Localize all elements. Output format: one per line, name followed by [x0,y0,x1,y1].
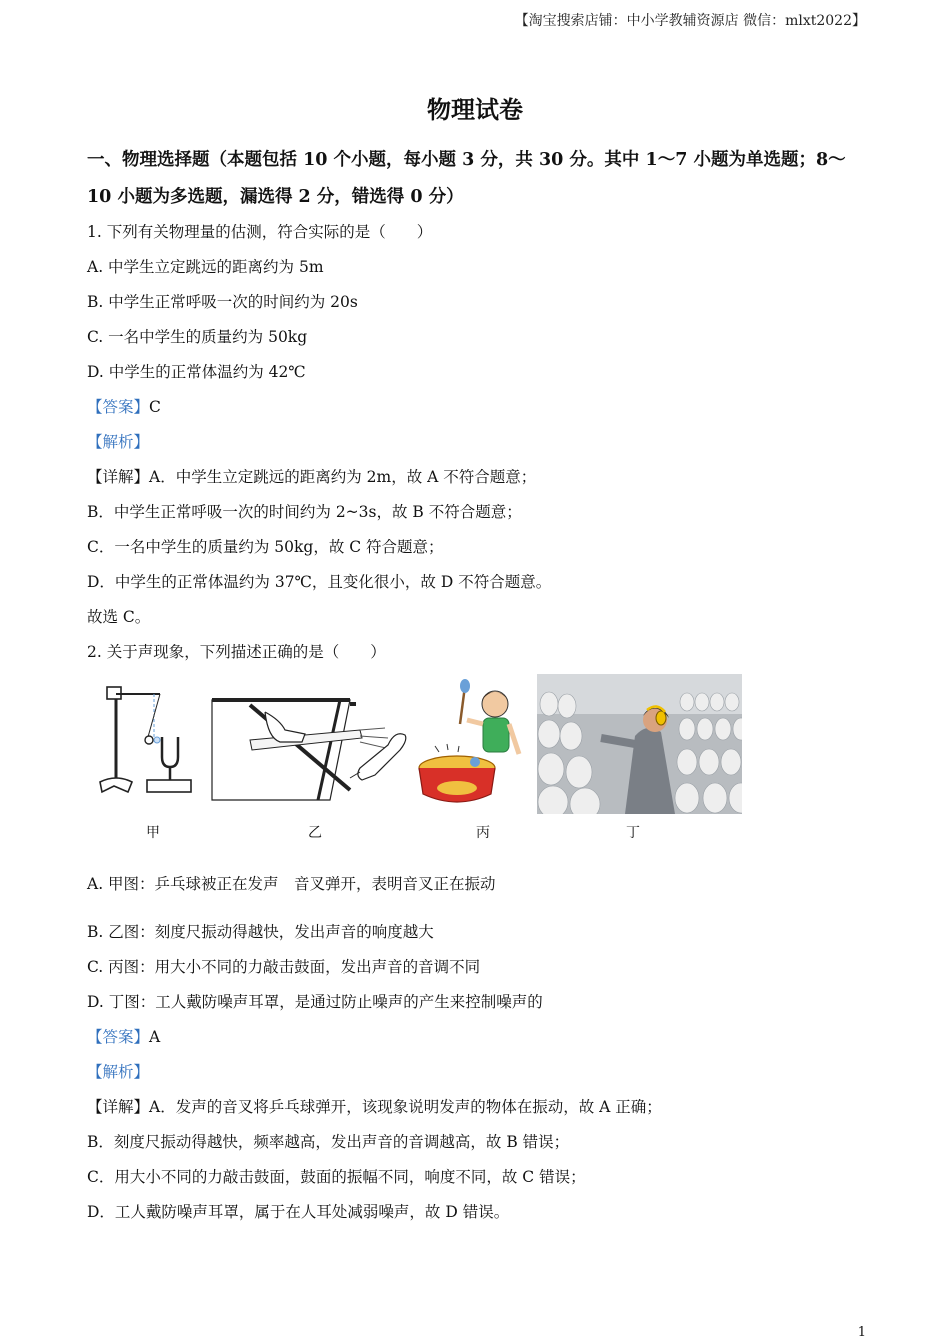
q1-stem: 1. 下列有关物理量的估测，符合实际的是（ ） [87,223,433,241]
header-note: 【淘宝搜索店铺：中小学教辅资源店 微信：mlxt2022】 [514,13,866,29]
section-heading-line2: 10 小题为多选题，漏选得 2 分，错选得 0 分） [87,187,464,207]
q2-analysis-tag: 【解析】 [87,1063,150,1081]
detail-text: A．发声的音叉将乒乓球弹开，该现象说明发声的物体在振动，故 A 正确； [149,1098,662,1116]
q2-option-b: B. 乙图：刻度尺振动得越快，发出声音的响度越大 [87,923,434,941]
q1-detail-b: B．中学生正常呼吸一次的时间约为 2~3s，故 B 不符合题意； [87,503,522,521]
q1-conclusion: 故选 C。 [87,608,151,626]
figure-label-ding: 丁 [626,825,640,841]
page-title: 物理试卷 [427,95,523,124]
q1-option-c: C. 一名中学生的质量约为 50kg [87,328,308,346]
q2-detail-d: D．工人戴防噪声耳罩，属于在人耳处减弱噪声，故 D 错误。 [87,1203,510,1221]
figure-label-bing: 丙 [476,825,490,841]
answer-tag: 【答案】 [87,1028,150,1046]
q1-option-a: A. 中学生立定跳远的距离约为 5m [87,258,324,276]
answer-value: C [149,398,161,416]
q1-detail-c: C．一名中学生的质量约为 50kg，故 C 符合题意； [87,538,444,556]
detail-tag: 【详解】 [87,468,150,486]
figure-drum [415,676,527,806]
q2-stem: 2. 关于声现象，下列描述正确的是（ ） [87,643,386,661]
q2-option-d: D. 丁图：工人戴防噪声耳罩，是通过防止噪声的产生来控制噪声的 [87,993,543,1011]
figure-factory-photo [537,674,742,814]
q2-answer [87,1025,160,1047]
figure-label-jia: 甲 [146,825,160,841]
page-number: 1 [857,1325,866,1340]
detail-text: A．中学生立定跳远的距离约为 2m，故 A 不符合题意； [149,468,537,486]
q2-detail-c: C．用大小不同的力敲击鼓面，鼓面的振幅不同，响度不同，故 C 错误； [87,1168,586,1186]
figure-tuning-fork [92,682,202,802]
q1-answer [87,395,161,417]
q1-option-d: D. 中学生的正常体温约为 42℃ [87,363,306,381]
q2-detail-a [87,1095,662,1117]
figure-ruler [210,690,410,805]
answer-tag: 【答案】 [87,398,150,416]
section-heading-line1: 一、物理选择题（本题包括 10 个小题，每小题 3 分，共 30 分。其中 1～7 小题为单选题；8～ [87,150,846,170]
detail-tag: 【详解】 [87,1098,150,1116]
q2-option-a: A. 甲图：乒乓球被正在发声 音叉弹开，表明音叉正在振动 [87,875,496,893]
q2-detail-b: B．刻度尺振动得越快，频率越高，发出声音的音调越高，故 B 错误； [87,1133,570,1151]
figure-label-yi: 乙 [308,825,322,841]
q1-detail-a [87,465,536,487]
q1-detail-d: D．中学生的正常体温约为 37℃，且变化很小，故 D 不符合题意。 [87,573,552,591]
answer-value: A [149,1028,161,1046]
q1-option-b: B. 中学生正常呼吸一次的时间约为 20s [87,293,358,311]
q2-option-c: C. 丙图：用大小不同的力敲击鼓面，发出声音的音调不同 [87,958,481,976]
q1-analysis-tag: 【解析】 [87,433,150,451]
